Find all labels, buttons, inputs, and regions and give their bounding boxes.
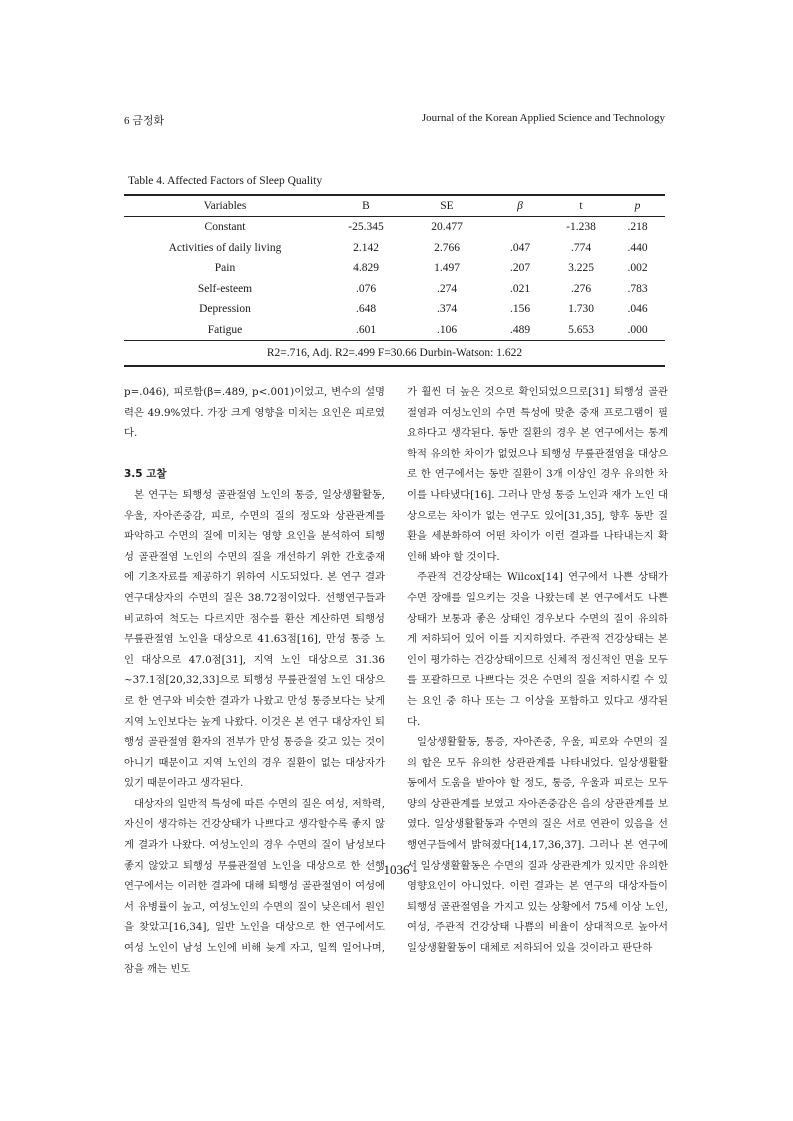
cell-t: 5.653	[552, 320, 610, 341]
cell-variable: Constant	[204, 221, 246, 234]
intro-paragraph: p=.046), 피로함(β=.489, p<.001)이었고, 변수의 설명력은 49.9%였다. 가장 크게 영향을 미치는 요인은 피로였다.	[124, 386, 385, 440]
running-header-journal: Journal of the Korean Applied Science and Technology	[421, 112, 665, 124]
body-paragraph: 본 연구는 퇴행성 골관절염 노인의 통증, 일상생활활동, 우울, 자아존중감, 피로, 수면의 질의 정도와 상관관계를 파악하고 수면의 질에 미치는 영향 요인을 분석하여 퇴행성 골관절염 노인의 수면의 질을 개선하기 위한 간호중재에 기초자료를 제공하기 위하여 시도되었다. 본 연구 결과 연구대상자의 수면의 질은 38.72점이었다. 선행연구들과 비교하여 척도는 다르지만 점수를 환산 계산하면 퇴행성 무릎관절염 노인을 대상으로 41.63점[16], 만성 통증 노인 대상으로 47.0점[31], 지역 노인 대상으로 31.36 ~37.1점[20,32,33]으로 퇴행성 무릎관절염 노인 대상으로 한 연구와 비슷한 결과가 나왔고 만성 통증보다는 낮게 지역 노인보다는 높게 나왔다. 이것은 본 연구 대상자인 퇴행성 골관절염 환자의 전부가 만성 통증을 갖고 있는 것이 아니기 때문이고 지역 노인의 경우 질환이 없는 대상자가 있기 때문이라고 생각된다.	[124, 488, 385, 790]
cell-t: 3.225	[568, 262, 594, 275]
cell-se: 2.766	[434, 241, 460, 254]
cell-beta	[488, 217, 552, 238]
table-caption: Table 4. Affected Factors of Sleep Quality	[128, 175, 323, 187]
cell-p: .218	[627, 221, 648, 234]
table-header-row	[124, 195, 665, 217]
cell-b: -25.345	[348, 221, 384, 234]
cell-b: .648	[355, 303, 377, 316]
col-header-b: B	[326, 195, 406, 217]
model-fit-statistics: R2=.716, Adj. R2=.499 F=30.66 Durbin-Watson: 1.622	[124, 341, 665, 367]
cell-variable: Pain	[214, 262, 236, 275]
table-row	[124, 238, 665, 259]
table-row	[124, 299, 665, 320]
running-header-page-author: 6 금정화	[124, 115, 165, 127]
cell-p: .002	[627, 262, 648, 275]
cell-se: .274	[436, 282, 458, 295]
cell-p: .440	[627, 241, 648, 254]
table-row	[124, 217, 665, 238]
page-number: - 1036 -	[375, 862, 418, 877]
table-row	[124, 279, 665, 300]
cell-t: -1.238	[566, 221, 596, 234]
body-paragraph: 일상생활활동, 통증, 자아존중, 우울, 피로와 수면의 질의 합은 모두 유의한 상관관계를 나타내었다. 일상생활활동에서 도움을 받아야 할 정도, 통증, 우울과 피로는 모두 양의 상관관계를 보였고 자아존중감은 음의 상관관계를 보였다. 일상생활활동과 수면의 질은 서로 연관이 있음을 선행연구들에서 밝혀졌다[14,17,36,37]. 그러나 본 연구에서 일상생활활동은 수면의 질과 상관관계가 있지만 유의한 영향요인이 아니었다. 이런 결과는 본 연구의 대상자들이 퇴행성 골관절염을 가지고 있는 상황에서 75세 이상 노인, 여성, 주관적 건강상태 나쁨의 비율이 상대적으로 높아서 일상생활활동이 대체로 저하되어 있을 것이라고 판단하	[407, 736, 668, 955]
body-paragraph: 가 훨씬 더 높은 것으로 확인되었으므로[31] 퇴행성 골관절염과 여성노인의 수면 특성에 맞춘 중재 프로그램이 필요하다고 생각된다. 동반 질환의 경우 본 연구에서는 통계학적 유의한 차이가 없었으나 퇴행성 무릎관절염을 대상으로 한 연구에서는 동반 질환이 3개 이상인 경우 유의한 차이를 나타냈다[16]. 그러나 만성 통증 노인과 재가 노인 대상으로는 차이가 없는 연구도 있어[31,35], 향후 동반 질환을 세분화하여 어떤 차이가 이런 결과를 나타내는지 확인해 봐야 할 것이다.	[407, 386, 668, 563]
cell-beta: .021	[509, 282, 531, 295]
col-header-beta: β	[488, 195, 552, 217]
body-paragraph: 주관적 건강상태는 Wilcox[14] 연구에서 나쁜 상태가 수면 장애를 일으키는 것을 나왔는데 본 연구에서도 나쁜 상태가 보통과 좋은 상태인 경우보다 수면의 질이 유의하게 저하되어 있어 이를 지지하였다. 주관적 건강상태는 본인이 평가하는 건강상태이므로 신체적 정신적인 면을 모두를 포괄하므로 나쁘다는 것은 수면의 질을 저하시킬 수 있는 요인 중 하나 또는 그 이상을 포함하고 있다고 생각된다.	[407, 571, 668, 728]
col-header-p: p	[610, 195, 665, 217]
table-row	[124, 258, 665, 279]
cell-variable: Self-esteem	[197, 282, 253, 295]
cell-variable: Fatigue	[124, 320, 326, 341]
col-header-se: SE	[406, 195, 488, 217]
section-heading: 3.5 고찰	[124, 468, 167, 481]
cell-p: .783	[627, 282, 648, 295]
cell-t: 1.730	[568, 303, 594, 316]
cell-beta: .207	[509, 262, 531, 275]
table-row	[124, 320, 665, 341]
cell-beta: .156	[509, 303, 531, 316]
left-text-column	[124, 382, 385, 979]
cell-p: .000	[610, 320, 665, 341]
regression-table	[124, 194, 665, 367]
col-header-variables: Variables	[124, 195, 326, 217]
cell-variable: Activities of daily living	[168, 241, 282, 254]
cell-b: .601	[326, 320, 406, 341]
cell-se: .106	[406, 320, 488, 341]
table-footer-row	[124, 341, 665, 367]
col-header-t: t	[552, 195, 610, 217]
cell-p: .046	[627, 303, 648, 316]
cell-b: 2.142	[353, 241, 379, 254]
cell-b: 4.829	[353, 262, 379, 275]
cell-variable: Depression	[199, 303, 251, 316]
cell-beta: .489	[488, 320, 552, 341]
cell-se: .374	[436, 303, 458, 316]
cell-t: .774	[570, 241, 592, 254]
cell-beta: .047	[509, 241, 531, 254]
cell-se: 1.497	[434, 262, 460, 275]
cell-t: .276	[570, 282, 592, 295]
body-paragraph: 대상자의 일반적 특성에 따른 수면의 질은 여성, 저학력, 자신이 생각하는 건강상태가 나쁘다고 생각할수록 좋지 않게 결과가 나왔다. 여성노인의 경우 수면의 질이 남성보다 좋지 않았고 퇴행성 무릎관절염 노인을 대상으로 한 선행연구에서는 이러한 결과에 대해 퇴행성 골관절염이 여성에서 유병률이 높고, 여성노인의 수면의 질이 낮은데서 원인을 찾았고[16,34], 일반 노인을 대상으로 한 연구에서도 여성 노인이 남성 노인에 비해 늦게 자고, 일찍 일어나며, 잠을 깨는 빈도	[124, 797, 385, 975]
cell-b: .076	[355, 282, 377, 295]
cell-se: 20.477	[431, 221, 463, 234]
